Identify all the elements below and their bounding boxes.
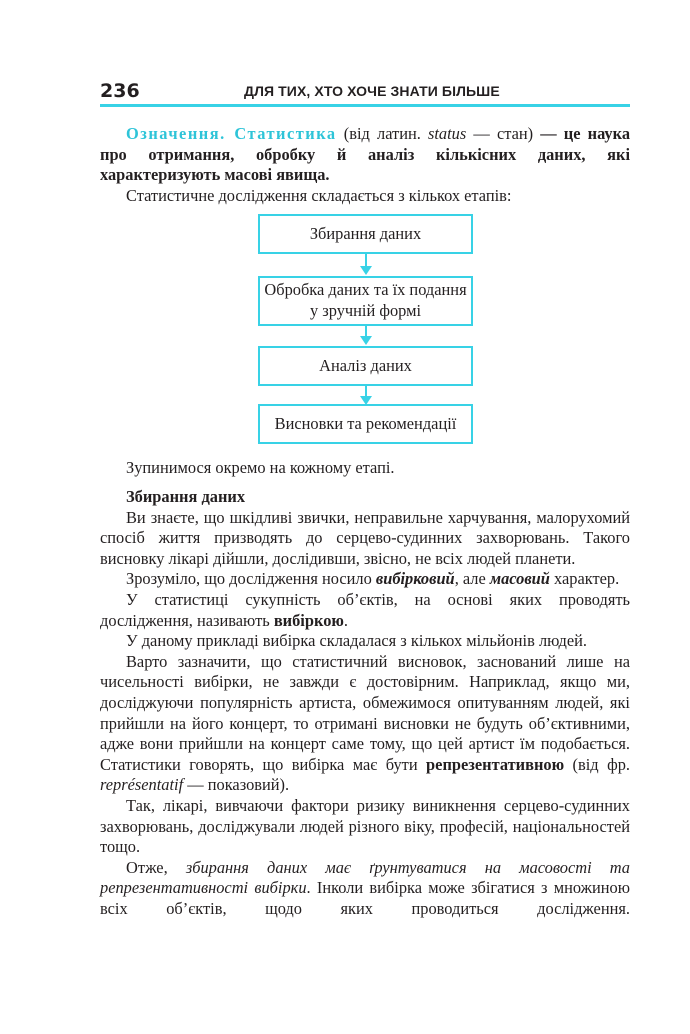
paragraph-2-text-c: характер. [549, 569, 620, 589]
definition-block [100, 124, 630, 186]
paragraph-6: Так, лікарі, вивчаючи фактори ризику виникнення серцево-судинних захворювань, досліджували людей різного віку, професій, національностей тощо. [100, 795, 630, 857]
french-word: représentatif [100, 775, 184, 795]
stages-intro: Статистичне дослідження складається з кількох етапів: [126, 186, 512, 205]
definition-latin-meaning: — стан) [466, 124, 541, 143]
flow-step-conclusions: Висновки та рекомендації [258, 404, 473, 444]
header-rule [100, 104, 630, 107]
definition-paragraph [100, 124, 630, 186]
section-collection [100, 487, 630, 919]
paragraph-5-text-c: — показовий). [183, 775, 290, 795]
conclusion-emphasis: збирання даних має ґрунтуватися на масовості та репрезентативності вибірки [100, 857, 630, 898]
flow-arrowhead-1 [360, 266, 372, 275]
section-title: Збирання даних [126, 487, 246, 506]
paragraph-3-text-a: У статистиці сукупність об’єктів, на основі яких проводять дослідження, називають [100, 589, 630, 630]
paragraph-7 [100, 858, 630, 920]
flow-step-analysis: Аналіз даних [258, 346, 473, 386]
flow-arrow-2 [365, 326, 367, 338]
flow-step-process: Обробка даних та їх подання у зручній формі [258, 276, 473, 326]
flow-arrow-3 [365, 386, 367, 398]
paragraph-2 [100, 569, 630, 590]
term-sample: вибіркою [273, 610, 344, 630]
definition-latin-intro: (від латин. [336, 124, 428, 143]
paragraph-2-text-b: , але [454, 569, 490, 589]
stop-block [100, 458, 630, 479]
paragraph-7-text-a: Отже, [126, 857, 186, 877]
page-number: 236 [100, 80, 140, 102]
paragraph-2-text-a: Зрозуміло, що дослідження носило [126, 569, 376, 589]
paragraph-4: У даному прикладі вибірка складалася з кількох мільйонів людей. [126, 631, 588, 651]
paragraph-5 [100, 652, 630, 796]
paragraph-1: Ви знаєте, що шкідливі звички, неправильне харчування, малорухомий спосіб життя призводять до серцево-судинних захворювань. Такого висновку лікарі дійшли, дослідивши, звісно, не всіх людей планети. [100, 507, 630, 568]
running-title: ДЛЯ ТИХ, ХТО ХОЧЕ ЗНАТИ БІЛЬШЕ [244, 83, 500, 99]
definition-body: — це наука про отримання, обробку й аналіз кількісних даних, які характеризують масові явища. [100, 124, 631, 185]
paragraph-5-text-a: Варто зазначити, що статистичний висновок, заснований лише на чисельності вибірки, не завжди є достовірним. Наприклад, якщо ми, досліджуючи популярність артиста, обмежимося опитуванням людей, які прийшли на його концерт, то отримані висновки не будуть об’єктивними, адже вони прийшли на концерт саме тому, що цей артист їм подобається. Статистики говорять, що вибірка має бути [100, 651, 630, 774]
flow-arrow-1 [365, 254, 367, 268]
term-representative: репрезентативною [426, 754, 565, 774]
page-header [100, 78, 630, 106]
paragraph-5-text-b: (від фр. [564, 754, 630, 774]
definition-label: Означення. Статистика [126, 124, 337, 143]
term-selective: вибірковий [375, 569, 455, 589]
stages-intro-block [100, 186, 630, 207]
definition-latin-word: status [428, 124, 467, 143]
flow-step-collect: Збирання даних [258, 214, 473, 254]
paragraph-7-text-b: . Інколи вибірка може збігатися з множиною всіх об’єктів, щодо яких проводиться дослідження. [100, 878, 630, 918]
flow-arrowhead-2 [360, 336, 372, 345]
paragraph-3-text-b: . [343, 610, 349, 630]
term-mass: масовий [489, 569, 550, 589]
paragraph-3 [100, 590, 630, 631]
stop-text: Зупинимося окремо на кожному етапі. [126, 458, 395, 477]
